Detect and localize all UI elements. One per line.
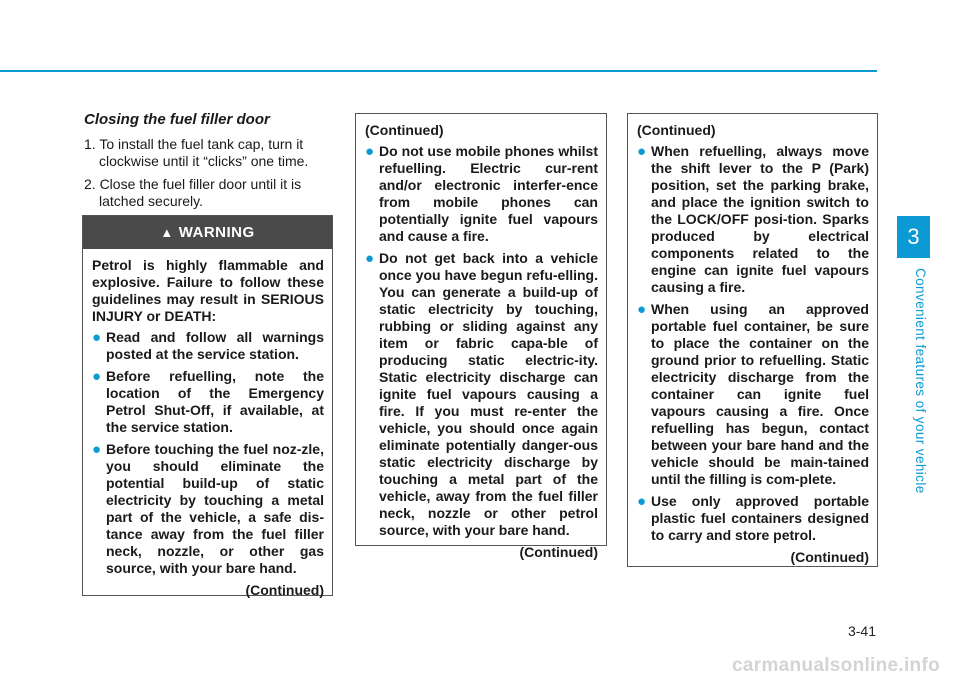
- bullet-icon: ●: [637, 493, 647, 510]
- warning-intro: Petrol is highly flammable and explosive. Failure to follow these guidelines may result in SERIOUS INJURY or DEATH:: [92, 257, 324, 324]
- continued-top-label: (Continued): [637, 122, 716, 138]
- warning-list: [92, 329, 324, 577]
- chapter-title-vertical: Convenient features of your vehicle: [913, 268, 928, 494]
- box3-body: [628, 114, 877, 566]
- chapter-tab: 3: [897, 216, 930, 258]
- warning-item: ● Before touching the fuel noz-zle, you should eliminate the potential build-up of static electricity by touching a metal part of the vehicle, a safe dis-tance away from the fuel filler neck, nozzle, or other gas source, with your bare hand.: [92, 441, 324, 576]
- warning-label: WARNING: [178, 224, 255, 241]
- warning-item: ● Do not use mobile phones whilst refuelling. Electric cur-rent and/or electronic interfer-ence from mobile phones can potentially ignite fuel vapours and cause a fire.: [365, 143, 598, 244]
- bullet-icon: ●: [365, 250, 375, 267]
- warning-item: ● Do not get back into a vehicle once you have begun refu-elling. You can generate a build-up of static electricity by touching, rubbing or sliding against any item or fabric capa-ble of producing static electric-ity. Static electricity discharge can ignite fuel vapours causing a fire. If you must re-enter the vehicle, you should once again eliminate potentially danger-ous static electricity discharge by touching a metal part of the vehicle, away from the fuel filler neck, nozzle or other petrol source, with your bare hand.: [365, 250, 598, 538]
- continued-label: (Continued): [245, 582, 324, 598]
- footer-watermark: carmanualsonline.info: [732, 655, 940, 676]
- box2-body: [356, 114, 606, 561]
- warning-triangle-icon: ▲: [160, 225, 174, 240]
- bullet-icon: ●: [365, 143, 375, 160]
- warning-item: ● When refuelling, always move the shift lever to the P (Park) position, set the parking brake, and place the ignition switch to the LOCK/OFF posi-tion. Sparks produced by electrical components related to the engine can ignite fuel vapours causing a fire.: [637, 143, 869, 295]
- warning-box-continued-2: [355, 113, 607, 560]
- bullet-icon: ●: [637, 301, 647, 318]
- step-2: 2. Close the fuel filler door until it is latched securely.: [84, 176, 302, 209]
- warning-item: ● Read and follow all warnings posted at the service station.: [92, 329, 324, 362]
- warning-item: ● Use only approved portable plastic fuel containers designed to carry and store petrol.: [637, 493, 869, 543]
- warning-header: [83, 216, 332, 249]
- section-heading: Closing the fuel filler door: [84, 111, 270, 128]
- page-number: 3-41: [847, 623, 876, 639]
- step-1: 1. To install the fuel tank cap, turn it clockwise until it “clicks” one time.: [84, 136, 309, 169]
- bullet-icon: ●: [92, 368, 102, 385]
- warning-body: [83, 249, 332, 599]
- warning-item: ● When using an approved portable fuel container, be sure to place the container on the ground prior to refuelling. Static electricity discharge from the container can ignite fuel vapours causing a fire. Once refuelling has begun, contact between your bare hand and the vehicle should be main-tained until the filling is com-plete.: [637, 301, 869, 487]
- continued-label: (Continued): [790, 549, 869, 565]
- top-rule: [0, 70, 877, 72]
- bullet-icon: ●: [637, 143, 647, 160]
- box2-list: [365, 143, 598, 539]
- warning-item: ● Before refuelling, note the location of the Emergency Petrol Shut-Off, if available, at the service station.: [92, 368, 324, 435]
- warning-box: [82, 215, 333, 596]
- warning-box-continued-3: [627, 113, 878, 567]
- continued-top-label: (Continued): [365, 122, 444, 138]
- bullet-icon: ●: [92, 441, 102, 458]
- continued-label: (Continued): [519, 544, 598, 560]
- bullet-icon: ●: [92, 329, 102, 346]
- box3-list: [637, 143, 869, 544]
- instruction-steps: [84, 136, 338, 216]
